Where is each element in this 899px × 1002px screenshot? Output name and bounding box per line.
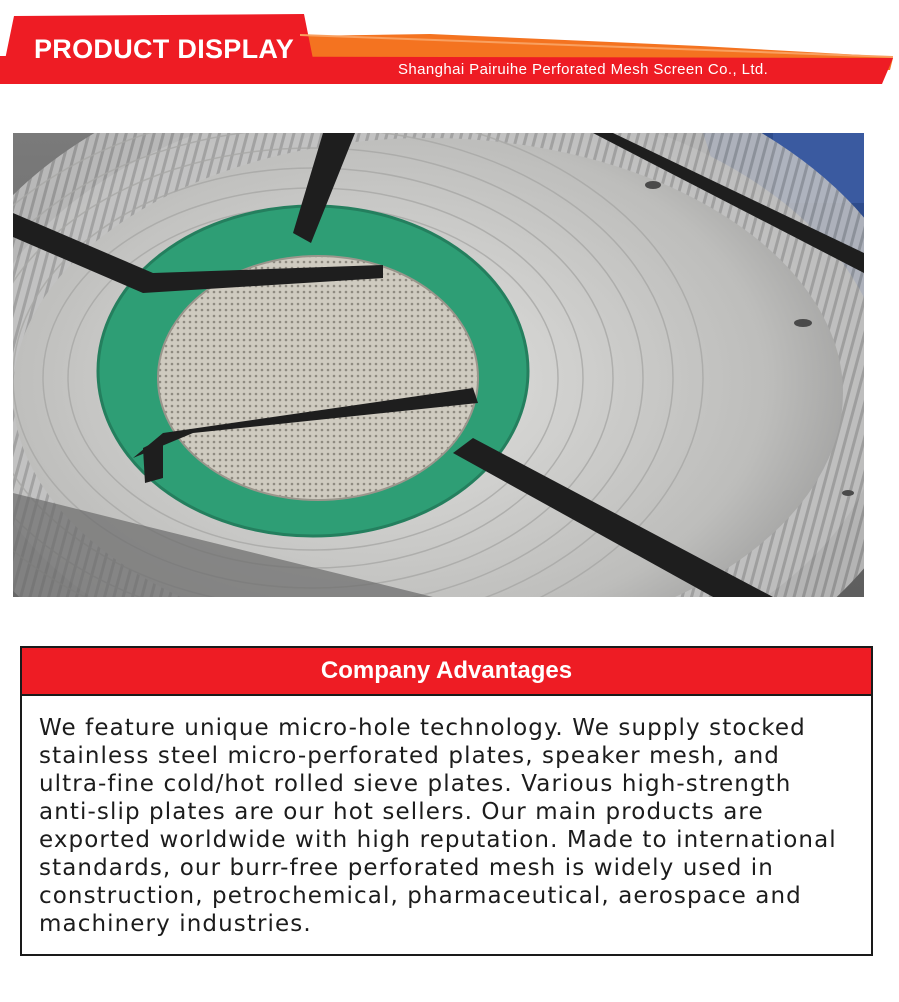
company-name: Shanghai Pairuihe Perforated Mesh Screen Co., Ltd.: [398, 61, 769, 78]
company-advantages-panel: [20, 646, 873, 956]
product-display-banner: [0, 0, 899, 95]
product-image: [13, 133, 864, 597]
advantages-text: We feature unique micro-hole technology. We supply stocked stainless steel micro-perforated plates, speaker mesh, and ultra-fine cold/hot rolled sieve plates. Various high-strength anti-slip plates are our hot sellers. Our main products are exported worldwide with high reputation. Made to international standards, our burr-free perforated mesh is widely used in construction, petrochemical, pharmaceutical, aerospace and machinery industries.: [39, 715, 837, 937]
perforated-steel-coil-photo: [13, 133, 864, 597]
page-title: PRODUCT DISPLAY: [34, 34, 295, 64]
advantages-header: [22, 648, 871, 696]
advantages-title: Company Advantages: [320, 657, 573, 684]
